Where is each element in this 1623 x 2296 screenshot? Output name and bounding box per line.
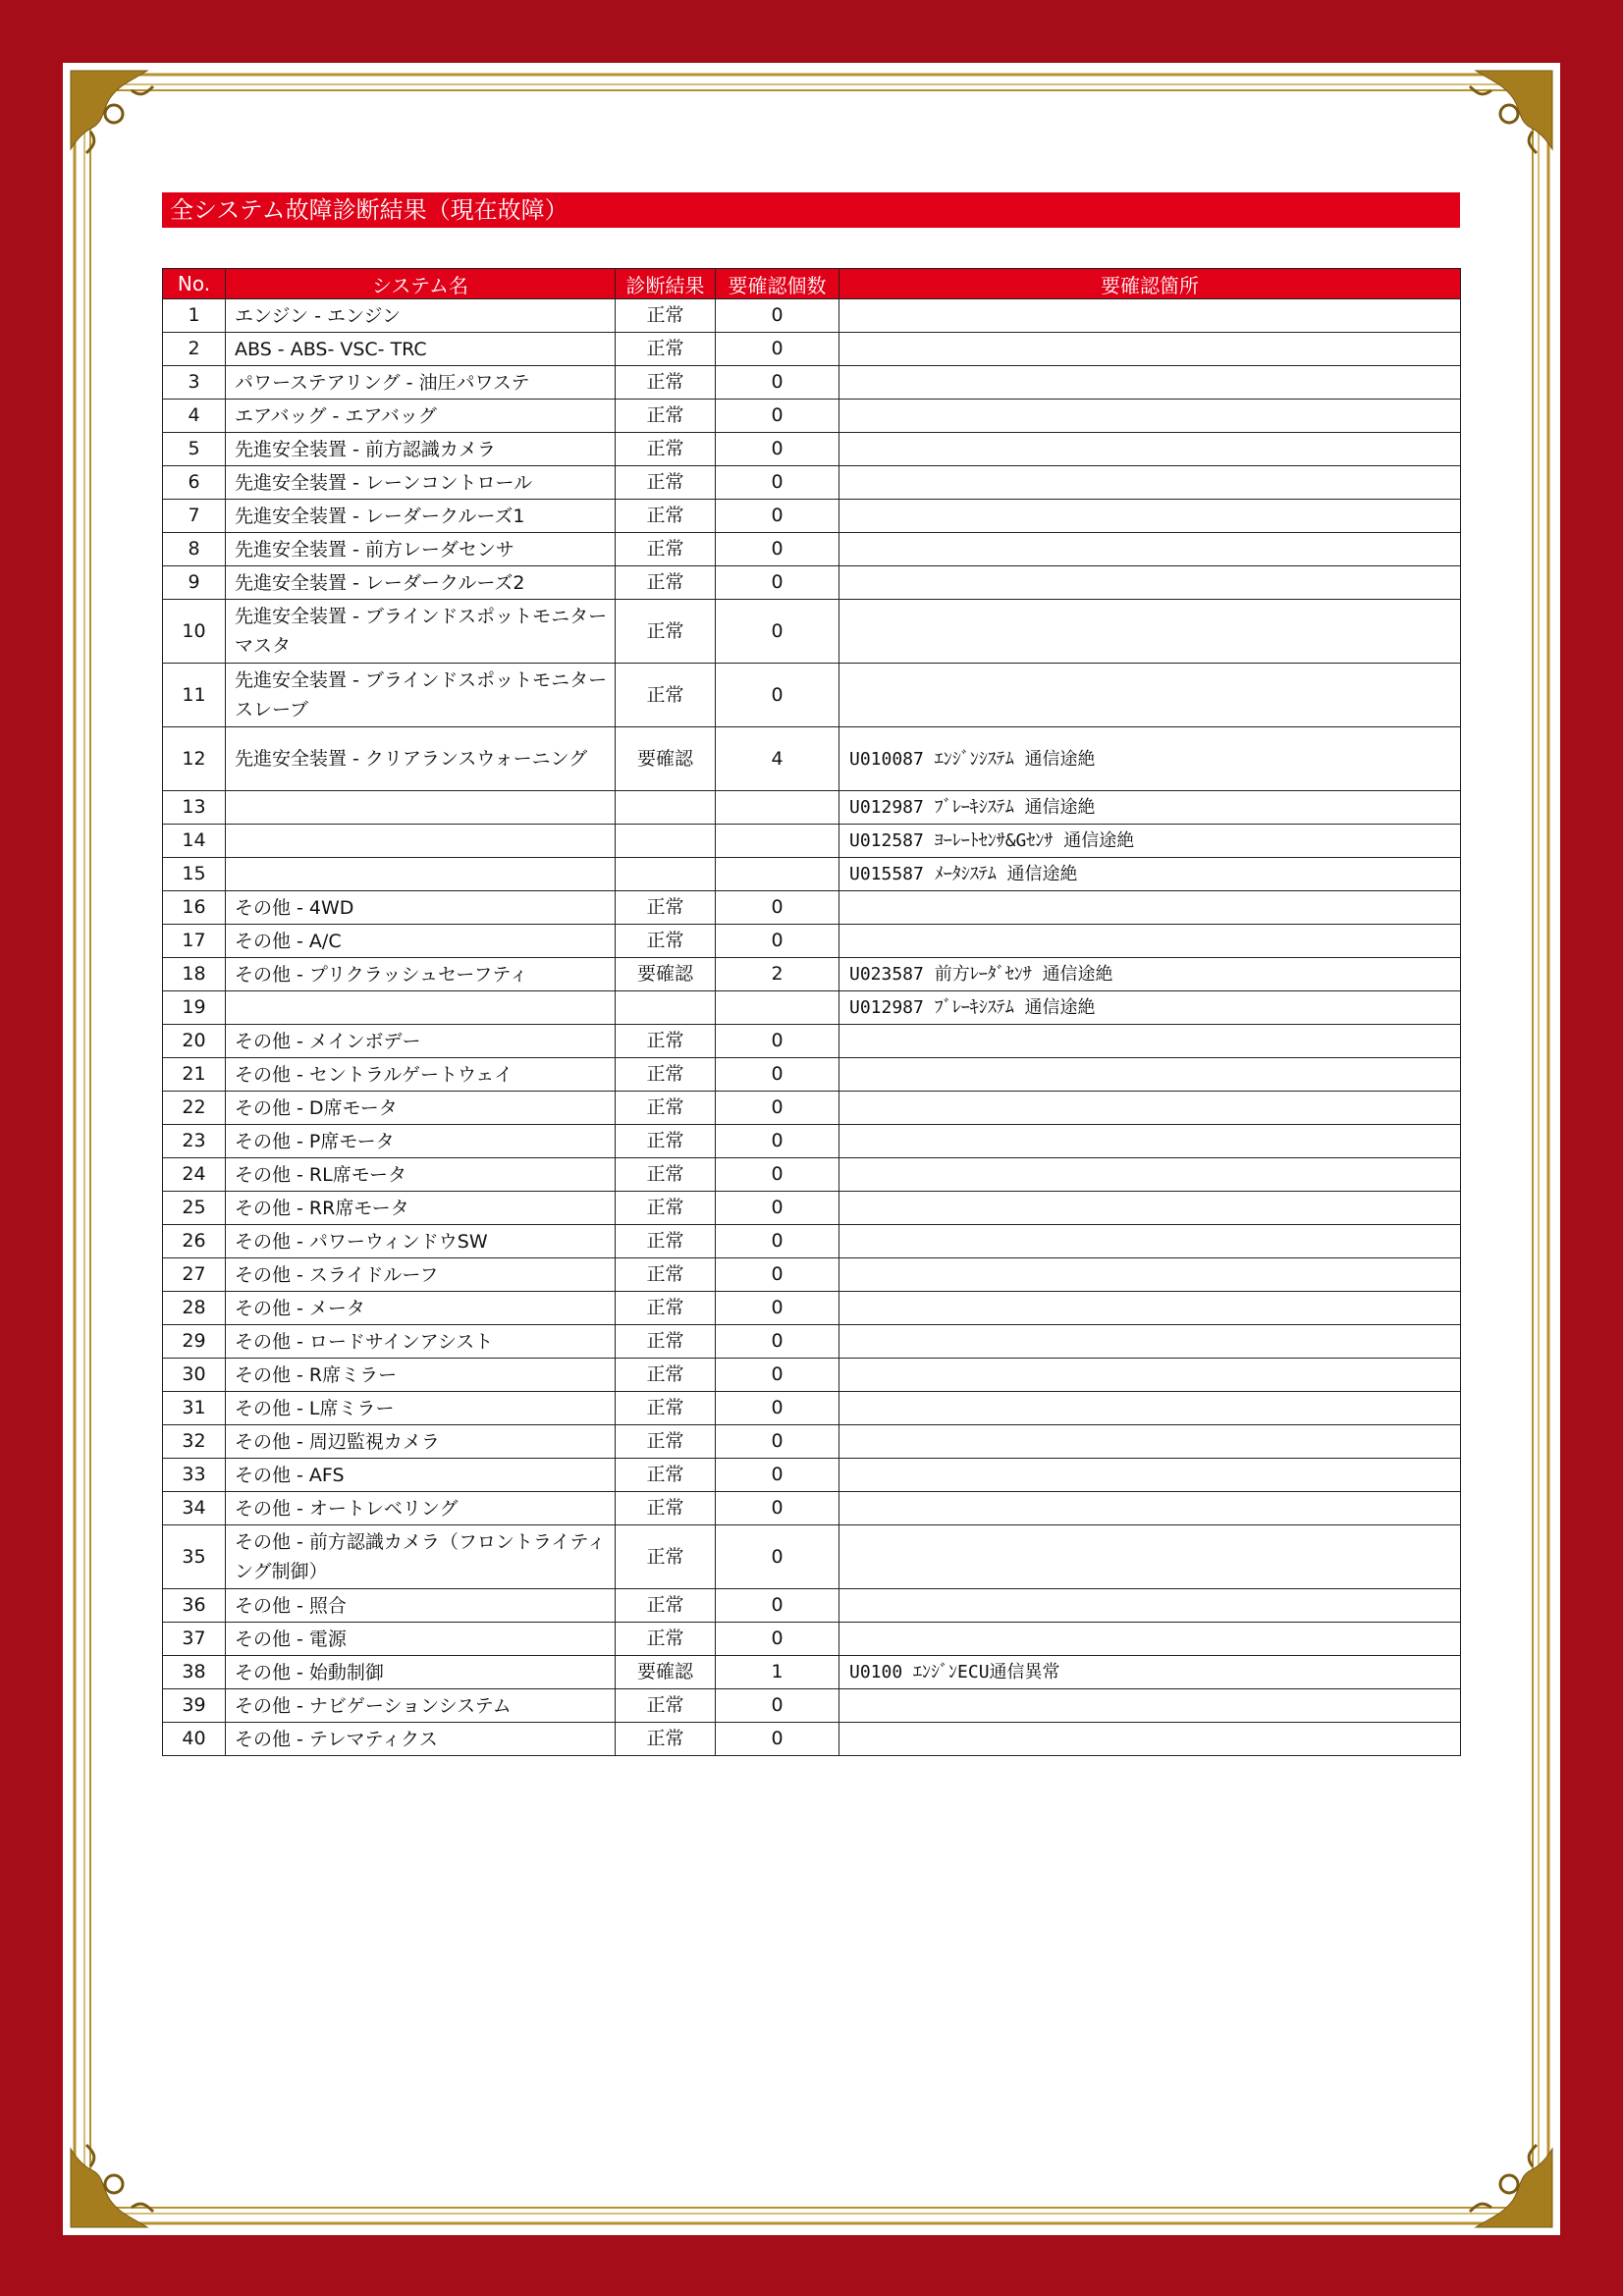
row-result: 正常 bbox=[616, 1425, 716, 1459]
row-system-name: その他 - P席モータ bbox=[226, 1125, 616, 1158]
row-no: 22 bbox=[163, 1092, 226, 1125]
row-check-location: U015587 ﾒｰﾀｼｽﾃﾑ 通信途絶 bbox=[839, 858, 1461, 891]
row-result: 正常 bbox=[616, 1125, 716, 1158]
header-system-name: システム名 bbox=[226, 269, 616, 299]
row-result: 正常 bbox=[616, 400, 716, 433]
row-check-count: 0 bbox=[716, 299, 839, 333]
row-no: 12 bbox=[163, 727, 226, 791]
row-no: 34 bbox=[163, 1492, 226, 1525]
row-check-location bbox=[839, 1359, 1461, 1392]
row-check-location: U0100 ｴﾝｼﾞﾝECU通信異常 bbox=[839, 1656, 1461, 1689]
row-no: 20 bbox=[163, 1025, 226, 1058]
row-system-name: その他 - ナビゲーションシステム bbox=[226, 1689, 616, 1723]
row-no: 37 bbox=[163, 1623, 226, 1656]
row-no: 26 bbox=[163, 1225, 226, 1258]
row-system-name: その他 - D席モータ bbox=[226, 1092, 616, 1125]
row-no: 5 bbox=[163, 433, 226, 466]
row-system-name: その他 - メータ bbox=[226, 1292, 616, 1325]
row-check-location bbox=[839, 891, 1461, 925]
row-system-name: ABS - ABS- VSC- TRC bbox=[226, 333, 616, 366]
row-no: 28 bbox=[163, 1292, 226, 1325]
table-row bbox=[163, 1359, 1461, 1392]
row-result: 正常 bbox=[616, 299, 716, 333]
row-check-location bbox=[839, 533, 1461, 566]
row-system-name: 先進安全装置 - レーダークルーズ1 bbox=[226, 500, 616, 533]
row-system-name: 先進安全装置 - 前方レーダセンサ bbox=[226, 533, 616, 566]
table-row bbox=[163, 727, 1461, 791]
row-result: 正常 bbox=[616, 466, 716, 500]
row-no: 3 bbox=[163, 366, 226, 400]
row-check-count: 0 bbox=[716, 1125, 839, 1158]
row-system-name bbox=[226, 791, 616, 825]
row-result: 正常 bbox=[616, 1325, 716, 1359]
row-system-name: その他 - オートレベリング bbox=[226, 1492, 616, 1525]
row-system-name: エアバッグ - エアバッグ bbox=[226, 400, 616, 433]
row-check-location bbox=[839, 1492, 1461, 1525]
row-check-count: 4 bbox=[716, 727, 839, 791]
row-system-name: 先進安全装置 - ブラインドスポットモニター スレーブ bbox=[226, 664, 616, 727]
row-system-name: 先進安全装置 - レーンコントロール bbox=[226, 466, 616, 500]
row-no: 13 bbox=[163, 791, 226, 825]
table-row bbox=[163, 466, 1461, 500]
row-system-name bbox=[226, 858, 616, 891]
row-check-count: 0 bbox=[716, 1325, 839, 1359]
row-check-location: U012587 ﾖｰﾚｰﾄｾﾝｻ&Gｾﾝｻ 通信途絶 bbox=[839, 825, 1461, 858]
row-result bbox=[616, 858, 716, 891]
row-check-count: 0 bbox=[716, 891, 839, 925]
row-check-count: 0 bbox=[716, 1689, 839, 1723]
row-result: 正常 bbox=[616, 600, 716, 664]
row-check-count: 0 bbox=[716, 1589, 839, 1623]
row-no: 17 bbox=[163, 925, 226, 958]
row-check-location bbox=[839, 433, 1461, 466]
table-header-row bbox=[163, 269, 1461, 299]
row-check-count: 0 bbox=[716, 1258, 839, 1292]
row-no: 23 bbox=[163, 1125, 226, 1158]
row-result: 正常 bbox=[616, 1192, 716, 1225]
row-result: 正常 bbox=[616, 333, 716, 366]
row-check-count: 0 bbox=[716, 433, 839, 466]
table-row bbox=[163, 1158, 1461, 1192]
diagnosis-table-body bbox=[163, 299, 1461, 1756]
table-row bbox=[163, 1459, 1461, 1492]
table-row bbox=[163, 366, 1461, 400]
row-check-count bbox=[716, 825, 839, 858]
row-check-location: U010087 ｴﾝｼﾞﾝｼｽﾃﾑ 通信途絶 bbox=[839, 727, 1461, 791]
table-row bbox=[163, 1058, 1461, 1092]
table-row bbox=[163, 1723, 1461, 1756]
row-check-location: U012987 ﾌﾞﾚｰｷｼｽﾃﾑ 通信途絶 bbox=[839, 991, 1461, 1025]
row-check-location bbox=[839, 1623, 1461, 1656]
table-row bbox=[163, 533, 1461, 566]
row-no: 33 bbox=[163, 1459, 226, 1492]
row-result: 正常 bbox=[616, 1723, 716, 1756]
row-no: 9 bbox=[163, 566, 226, 600]
table-row bbox=[163, 664, 1461, 727]
table-row bbox=[163, 1392, 1461, 1425]
row-no: 18 bbox=[163, 958, 226, 991]
table-row bbox=[163, 1192, 1461, 1225]
table-row bbox=[163, 1025, 1461, 1058]
row-check-location bbox=[839, 333, 1461, 366]
row-check-location bbox=[839, 1158, 1461, 1192]
row-check-location bbox=[839, 1723, 1461, 1756]
row-check-count: 0 bbox=[716, 664, 839, 727]
header-check-count: 要確認個数 bbox=[716, 269, 839, 299]
row-check-count: 0 bbox=[716, 925, 839, 958]
row-result: 正常 bbox=[616, 891, 716, 925]
row-check-location bbox=[839, 500, 1461, 533]
report-title: 全システム故障診断結果（現在故障） bbox=[162, 192, 1460, 228]
row-check-count: 0 bbox=[716, 1623, 839, 1656]
row-check-count: 0 bbox=[716, 366, 839, 400]
row-check-location bbox=[839, 1125, 1461, 1158]
row-result: 正常 bbox=[616, 1359, 716, 1392]
row-result: 要確認 bbox=[616, 1656, 716, 1689]
row-system-name: 先進安全装置 - 前方認識カメラ bbox=[226, 433, 616, 466]
row-check-location bbox=[839, 1589, 1461, 1623]
table-row bbox=[163, 858, 1461, 891]
table-row bbox=[163, 600, 1461, 664]
row-system-name: その他 - A/C bbox=[226, 925, 616, 958]
row-check-location bbox=[839, 566, 1461, 600]
row-system-name: その他 - AFS bbox=[226, 1459, 616, 1492]
row-system-name: その他 - スライドルーフ bbox=[226, 1258, 616, 1292]
row-check-count: 0 bbox=[716, 566, 839, 600]
row-check-count: 0 bbox=[716, 1425, 839, 1459]
row-check-location bbox=[839, 1225, 1461, 1258]
table-row bbox=[163, 1258, 1461, 1292]
row-no: 11 bbox=[163, 664, 226, 727]
row-no: 16 bbox=[163, 891, 226, 925]
row-check-count: 0 bbox=[716, 1723, 839, 1756]
row-result bbox=[616, 791, 716, 825]
row-check-location: U023587 前方ﾚｰﾀﾞｾﾝｻ 通信途絶 bbox=[839, 958, 1461, 991]
row-no: 32 bbox=[163, 1425, 226, 1459]
report-sheet bbox=[63, 63, 1560, 2235]
row-result: 正常 bbox=[616, 1092, 716, 1125]
row-check-location bbox=[839, 1258, 1461, 1292]
row-system-name: その他 - RR席モータ bbox=[226, 1192, 616, 1225]
row-check-count: 0 bbox=[716, 500, 839, 533]
row-no: 1 bbox=[163, 299, 226, 333]
row-system-name bbox=[226, 991, 616, 1025]
row-check-count: 2 bbox=[716, 958, 839, 991]
table-row bbox=[163, 1589, 1461, 1623]
row-no: 2 bbox=[163, 333, 226, 366]
row-result: 正常 bbox=[616, 1158, 716, 1192]
row-no: 40 bbox=[163, 1723, 226, 1756]
row-no: 27 bbox=[163, 1258, 226, 1292]
row-no: 19 bbox=[163, 991, 226, 1025]
row-result bbox=[616, 825, 716, 858]
table-row bbox=[163, 433, 1461, 466]
row-system-name: パワーステアリング - 油圧パワステ bbox=[226, 366, 616, 400]
table-row bbox=[163, 1492, 1461, 1525]
table-row bbox=[163, 400, 1461, 433]
row-system-name: その他 - 前方認識カメラ（フロントライティング制御） bbox=[226, 1525, 616, 1589]
row-system-name: その他 - RL席モータ bbox=[226, 1158, 616, 1192]
row-result: 正常 bbox=[616, 1225, 716, 1258]
row-check-count: 1 bbox=[716, 1656, 839, 1689]
row-system-name: 先進安全装置 - レーダークルーズ2 bbox=[226, 566, 616, 600]
row-check-count: 0 bbox=[716, 1092, 839, 1125]
row-check-count: 0 bbox=[716, 1225, 839, 1258]
row-check-count: 0 bbox=[716, 1492, 839, 1525]
table-row bbox=[163, 299, 1461, 333]
row-no: 30 bbox=[163, 1359, 226, 1392]
table-row bbox=[163, 566, 1461, 600]
row-result: 正常 bbox=[616, 664, 716, 727]
row-system-name: その他 - 周辺監視カメラ bbox=[226, 1425, 616, 1459]
table-row bbox=[163, 958, 1461, 991]
row-system-name: エンジン - エンジン bbox=[226, 299, 616, 333]
row-check-count: 0 bbox=[716, 1392, 839, 1425]
header-check-location: 要確認箇所 bbox=[839, 269, 1461, 299]
table-row bbox=[163, 333, 1461, 366]
row-system-name: その他 - パワーウィンドウSW bbox=[226, 1225, 616, 1258]
table-row bbox=[163, 1425, 1461, 1459]
row-check-location bbox=[839, 1092, 1461, 1125]
header-no: No. bbox=[163, 269, 226, 299]
row-check-count bbox=[716, 858, 839, 891]
row-system-name bbox=[226, 825, 616, 858]
table-row bbox=[163, 1525, 1461, 1589]
table-row bbox=[163, 1325, 1461, 1359]
row-check-location bbox=[839, 1025, 1461, 1058]
row-no: 35 bbox=[163, 1525, 226, 1589]
row-system-name: その他 - テレマティクス bbox=[226, 1723, 616, 1756]
row-no: 24 bbox=[163, 1158, 226, 1192]
row-no: 7 bbox=[163, 500, 226, 533]
row-system-name: その他 - セントラルゲートウェイ bbox=[226, 1058, 616, 1092]
corner-ornament-icon bbox=[71, 71, 153, 153]
row-no: 36 bbox=[163, 1589, 226, 1623]
row-no: 8 bbox=[163, 533, 226, 566]
row-check-count: 0 bbox=[716, 1158, 839, 1192]
row-result: 正常 bbox=[616, 500, 716, 533]
row-check-count: 0 bbox=[716, 1359, 839, 1392]
row-result: 正常 bbox=[616, 1025, 716, 1058]
row-check-count: 0 bbox=[716, 1525, 839, 1589]
row-no: 14 bbox=[163, 825, 226, 858]
row-result: 正常 bbox=[616, 1058, 716, 1092]
row-check-location bbox=[839, 1058, 1461, 1092]
header-result: 診断結果 bbox=[616, 269, 716, 299]
table-row bbox=[163, 1656, 1461, 1689]
row-check-location bbox=[839, 925, 1461, 958]
row-system-name: その他 - ロードサインアシスト bbox=[226, 1325, 616, 1359]
row-result: 要確認 bbox=[616, 727, 716, 791]
row-check-location: U012987 ﾌﾞﾚｰｷｼｽﾃﾑ 通信途絶 bbox=[839, 791, 1461, 825]
diagnosis-table bbox=[162, 268, 1461, 1756]
row-check-count: 0 bbox=[716, 1058, 839, 1092]
row-check-count: 0 bbox=[716, 1025, 839, 1058]
table-row bbox=[163, 825, 1461, 858]
row-result: 正常 bbox=[616, 533, 716, 566]
row-check-location bbox=[839, 1425, 1461, 1459]
row-system-name: その他 - 始動制御 bbox=[226, 1656, 616, 1689]
row-check-count: 0 bbox=[716, 1192, 839, 1225]
row-no: 31 bbox=[163, 1392, 226, 1425]
row-no: 15 bbox=[163, 858, 226, 891]
table-row bbox=[163, 1623, 1461, 1656]
row-check-count: 0 bbox=[716, 466, 839, 500]
table-row bbox=[163, 500, 1461, 533]
row-check-location bbox=[839, 1325, 1461, 1359]
row-result: 正常 bbox=[616, 1525, 716, 1589]
table-row bbox=[163, 791, 1461, 825]
row-system-name: その他 - 電源 bbox=[226, 1623, 616, 1656]
row-check-count: 0 bbox=[716, 1459, 839, 1492]
row-result: 正常 bbox=[616, 1492, 716, 1525]
row-result: 正常 bbox=[616, 1392, 716, 1425]
row-system-name: その他 - メインボデー bbox=[226, 1025, 616, 1058]
row-result: 正常 bbox=[616, 1292, 716, 1325]
row-result: 正常 bbox=[616, 1459, 716, 1492]
row-result: 正常 bbox=[616, 433, 716, 466]
row-system-name: その他 - L席ミラー bbox=[226, 1392, 616, 1425]
row-system-name: 先進安全装置 - クリアランスウォーニング bbox=[226, 727, 616, 791]
table-row bbox=[163, 991, 1461, 1025]
row-check-location bbox=[839, 400, 1461, 433]
row-check-count: 0 bbox=[716, 600, 839, 664]
row-check-location bbox=[839, 1459, 1461, 1492]
row-check-location bbox=[839, 1392, 1461, 1425]
row-result: 正常 bbox=[616, 566, 716, 600]
row-check-location bbox=[839, 664, 1461, 727]
table-row bbox=[163, 1292, 1461, 1325]
row-no: 39 bbox=[163, 1689, 226, 1723]
row-no: 6 bbox=[163, 466, 226, 500]
row-check-location bbox=[839, 299, 1461, 333]
row-check-count: 0 bbox=[716, 333, 839, 366]
row-result: 正常 bbox=[616, 1258, 716, 1292]
row-system-name: その他 - 4WD bbox=[226, 891, 616, 925]
table-row bbox=[163, 891, 1461, 925]
table-row bbox=[163, 1225, 1461, 1258]
table-row bbox=[163, 1125, 1461, 1158]
row-no: 38 bbox=[163, 1656, 226, 1689]
row-result: 正常 bbox=[616, 925, 716, 958]
row-check-count: 0 bbox=[716, 1292, 839, 1325]
row-check-location bbox=[839, 466, 1461, 500]
row-system-name: その他 - プリクラッシュセーフティ bbox=[226, 958, 616, 991]
row-no: 25 bbox=[163, 1192, 226, 1225]
row-check-location bbox=[839, 600, 1461, 664]
table-row bbox=[163, 1092, 1461, 1125]
row-check-location bbox=[839, 1689, 1461, 1723]
row-result: 正常 bbox=[616, 366, 716, 400]
row-no: 4 bbox=[163, 400, 226, 433]
row-result: 正常 bbox=[616, 1589, 716, 1623]
row-check-count: 0 bbox=[716, 533, 839, 566]
row-check-location bbox=[839, 1292, 1461, 1325]
row-result: 正常 bbox=[616, 1623, 716, 1656]
table-row bbox=[163, 1689, 1461, 1723]
row-no: 10 bbox=[163, 600, 226, 664]
row-system-name: 先進安全装置 - ブラインドスポットモニター マスタ bbox=[226, 600, 616, 664]
row-no: 29 bbox=[163, 1325, 226, 1359]
row-check-location bbox=[839, 1192, 1461, 1225]
row-check-location bbox=[839, 1525, 1461, 1589]
row-result bbox=[616, 991, 716, 1025]
row-check-count bbox=[716, 791, 839, 825]
row-check-location bbox=[839, 366, 1461, 400]
row-check-count bbox=[716, 991, 839, 1025]
row-no: 21 bbox=[163, 1058, 226, 1092]
table-row bbox=[163, 925, 1461, 958]
row-check-count: 0 bbox=[716, 400, 839, 433]
row-result: 正常 bbox=[616, 1689, 716, 1723]
row-system-name: その他 - 照合 bbox=[226, 1589, 616, 1623]
row-system-name: その他 - R席ミラー bbox=[226, 1359, 616, 1392]
row-result: 要確認 bbox=[616, 958, 716, 991]
